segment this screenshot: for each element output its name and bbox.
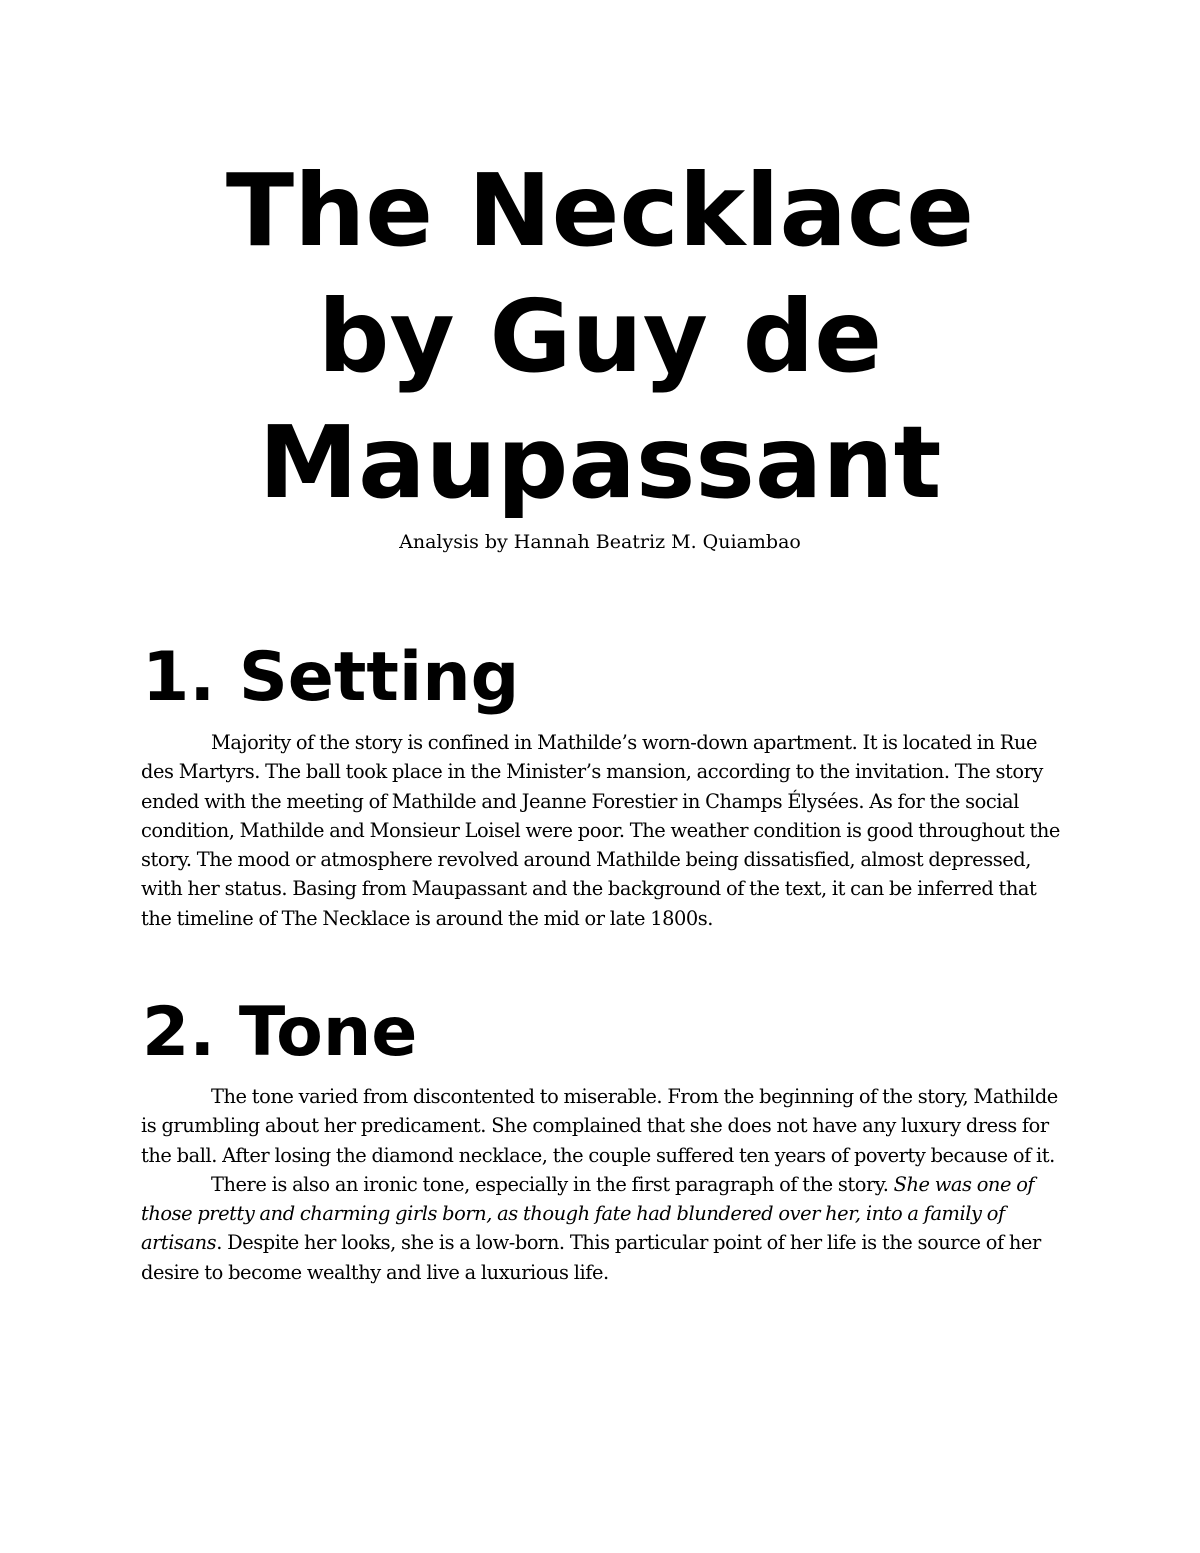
paragraph-text: . Despite her looks, she is a low-born. This particular point of her life is the source of her desire to become wealthy and live a luxurious life. [141, 1231, 1041, 1284]
section-body-setting [141, 728, 1061, 933]
paragraph: Majority of the story is confined in Mathilde’s worn-down apartment. It is located in Rue des Martyrs. The ball took place in the Minister’s mansion, according to the invitation. The story ended with the meeting of Mathilde and Jeanne Forestier in Champs Élysées. As for the social condition, Mathilde and Monsieur Loisel were poor. The weather condition is good throughout the story. The mood or atmosphere revolved around Mathilde being dissatisfied, almost depressed, with her status. Basing from Maupassant and the background of the text, it can be inferred that the timeline of The Necklace is around the mid or late 1800s. [141, 731, 1060, 930]
section-heading-setting: 1. Setting [142, 638, 520, 717]
title-line: Maupassant [258, 404, 942, 521]
story-quote: She was one of those pretty and charming girls born, as though fate had blundered over her, into a family of artisans [141, 1172, 1035, 1255]
author-byline: Analysis by Hannah Beatriz M. Quiambao [399, 531, 801, 553]
section-body-tone [141, 1082, 1061, 1287]
paragraph-text: There is also an ironic tone, especially in the first paragraph of the story. [211, 1172, 894, 1196]
section-heading-tone: 2. Tone [142, 993, 418, 1072]
title-line: The Necklace [225, 152, 975, 269]
paragraph [141, 1170, 1061, 1287]
document-title [0, 148, 1200, 526]
title-line: by Guy de [317, 278, 883, 395]
paragraph: The tone varied from discontented to miserable. From the beginning of the story, Mathilde is grumbling about her predicament. She complained that she does not have any luxury dress for the ball. After losing the diamond necklace, the couple suffered ten years of poverty because of it. [141, 1085, 1058, 1167]
